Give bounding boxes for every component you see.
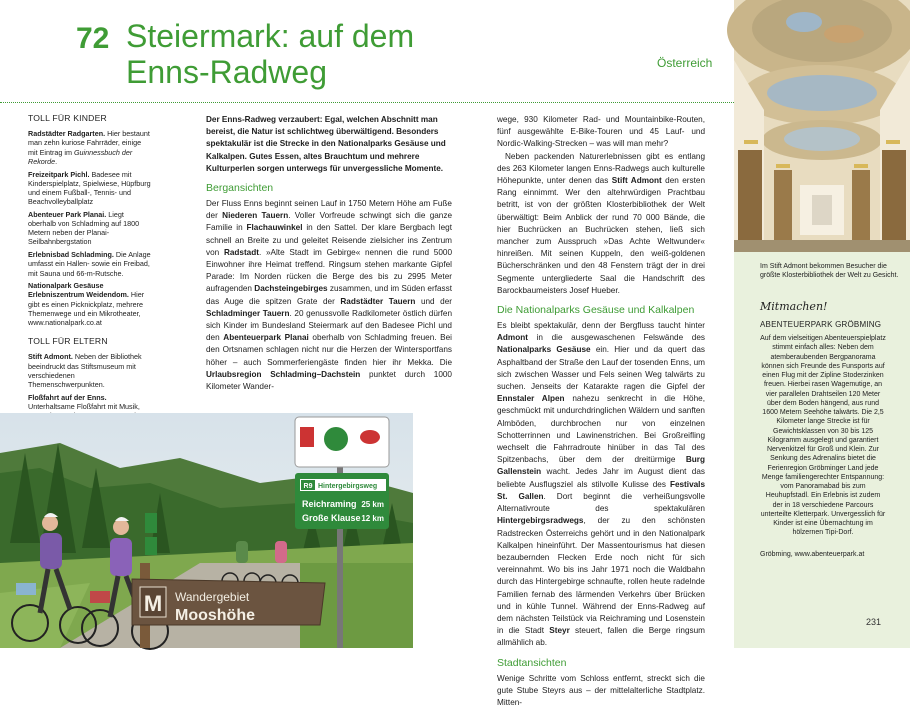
paragraph: Wenige Schritte vom Schloss entfernt, streckt sich die gute Stube Steyrs aus – der mittelalterliche Stadtplatz. Mitten- bbox=[497, 673, 705, 707]
subheading-bergansichten: Bergansichten bbox=[206, 182, 274, 195]
page-title: Steiermark: auf dem Enns-Radweg bbox=[126, 18, 415, 90]
kinder-heading: TOLL FÜR KINDER bbox=[28, 113, 107, 123]
paragraph: Es bleibt spektakulär, denn der Bergfluss taucht hinter Admont in die ausgewaschenen Felswände des Nationalparks Gesäuse ein. Hier und da quert das Asphaltband der Straße den Lauf der tosenden Enns, um sich zwischen Wasser und Fels seinen Weg talwärts zu suchen. Jenseits der Katarakte ragen die Gipfel der Ennstaler Alpen nahezu senkrecht in die Höhe, geschmückt mit undurchdringlichen Wäldern und sanften Almböden, durchbrochen nur von einzelnen Schotterrinnen und Lawinenstrichen. Bei Großreifling wechselt die Fahrradroute hinüber in das Tal des Spitzenbachs, über dem der dreitürmige Burg Gallenstein wacht. Jedes Jahr im August dient das beliebte Ausflugsziel als stilvolle Kulisse des Festivals St. Gallen. Dort beginnt die verheißungsvolle Alternativroute des spektakulären Hintergebirgsradwegs, der zu den schönsten Radstrecken Österreichs gehört und in den Nationalpark Kalkalpen hineinführt. Der Massentourismus hat diesen bezaubernden Flecken Erde noch nicht für sich vereinnahmt. Wo bis ins Jahr 1971 noch die Waldbahn durch das Hintergebirge schnaufte, rollen heute radelnde Familien fernab des lärmenden Verkehrs über Brücken und in kühle Tunnel. Während der Enns-Radweg auf dem nächsten Teilstück via Reichraming und Losenstein in die Stadt Steyr steuert, fallen die Berge ringsum allmählich ab. bbox=[497, 321, 706, 648]
library-photo bbox=[734, 0, 910, 252]
text-column-2 bbox=[497, 114, 705, 709]
text-column-1 bbox=[206, 114, 452, 393]
page-number: 231 bbox=[866, 617, 882, 627]
distance-2: 12 km bbox=[361, 514, 384, 523]
info-entry: Stift Admont. Neben der Bibliothek beeindruckt das Stiftsmuseum mit verschiedenen Themenschwerpunkten. bbox=[28, 352, 142, 390]
info-entry: Abenteuer Park Planai. Liegt oberhalb von Schladming auf 1800 Metern neben der Planai-Seilbahnbergstation bbox=[28, 209, 140, 247]
info-entry: Floßfahrt auf der Enns. Unterhaltsame Floßfahrt mit Musik, bbox=[28, 392, 140, 411]
board-line-2: Mooshöhe bbox=[175, 607, 255, 624]
cyclists-photo-illustration bbox=[0, 413, 413, 648]
route-name: Hintergebirgsweg bbox=[318, 483, 378, 490]
country-label: Österreich bbox=[657, 56, 713, 70]
board-line-1: Wandergebiet bbox=[175, 590, 250, 604]
m-letter: M bbox=[143, 591, 163, 616]
info-entry: Freizeitpark Pichl. Badesee mit Kinderspielplatz, Spielwiese, Hüpfburg und einem Fußball-, Tennis- und Beachvolleyballplatz bbox=[28, 169, 151, 207]
paragraph: wege, 930 Kilometer Rad- und Mountainbike-Routen, fünf ausgewählte E-Bike-Touren und 45 Lauf- und Nordic-Walking-Strecken – was will man mehr? bbox=[497, 115, 705, 149]
subheading-nationalparks: Die Nationalparks Gesäuse und Kalkalpen bbox=[497, 304, 695, 317]
paragraph: Neben packenden Naturerlebnissen gibt es entlang des 263 Kilometer langen Enns-Radwegs auch kulturelle Höhepunkte, unter denen das Stift Admont den ersten Rang einnimmt. Wer den altehrwürdigen Prachtbau betritt, ist von der größten Klosterbibliothek der Welt überwältigt: Beim Anblick der rund 70 000 Bände, die hier Buchrücken an Buchrücken stehen, ließ sich mancher zum Ausspruch »Das Achte Weltwunder« hinreißen. Mit seinen Kuppeln, den weiß-goldenen Bücherschränken und den 48 Fenstern trägt der in drei Segmente untergliederte Saal die Handschrift des Barockbaumeisters Josef Hueber. bbox=[497, 151, 705, 295]
paragraph: Der Fluss Enns beginnt seinen Lauf in 1750 Metern Höhe am Fuße der Niederen Tauern. Voller Vorfreude schwingt sich die ganze Familie in Flachauwinkel in den Sattel. Der klare Bergbach legt schnell an Breite zu und geleitet Reisende zielsicher ins Zentrum von Radstadt. »Alte Stadt im Gebirge« nennen die rund 5000 Einwohner ihre Heimat treffend. Ringsum stehen markante Gipfel Parade: Im Norden rücken die Berge des bis zu 2995 Meter aufragenden Dachsteingebirges zusammen, und im Süden erfasst das Auge die spitzen Grate der Radstädter Tauern und der Schladminger Tauern. 20 genussvolle Radkilometer östlich dürfen sich Kinder im Bundesland Steiermark auf den Badesee Pichl und den Abenteuerpark Planai oberhalb von Schladming freuen. Bei den Ortsnamen schlagen nicht nur die Herzen der Wintersportfans höher – auch Sommerferiengäste finden hier ihr Mekka. Die Urlaubsregion Schladming–Dachstein punktet durch 1000 Kilometer Wander- bbox=[206, 199, 453, 392]
header-divider bbox=[0, 102, 734, 103]
destination-2: Große Klause bbox=[302, 513, 361, 523]
abenteuerpark-link: Gröbming, www.abenteuerpark.at bbox=[760, 551, 865, 558]
eltern-heading: TOLL FÜR ELTERN bbox=[28, 336, 108, 347]
info-entry: Radstädter Radgarten. Hier bestaunt man zehn kuriose Fahrräder, einige mit Eintrag im Guinnessbuch der Rekorde. bbox=[28, 129, 150, 166]
info-entry: Erlebnisbad Schladming. Die Anlage umfasst ein Hallen- sowie ein Freibad, mit Sauna und 66-m-Rutsche. bbox=[28, 250, 151, 278]
mitmachen-heading: Mitmachen! bbox=[760, 300, 828, 313]
destination-1: Reichraming bbox=[302, 499, 357, 509]
info-entry: Nationalpark Gesäuse Erlebniszentrum Weidendom. Hier gibt es einen Picknickplatz, mehrere Themenwege und ein Mikrotheater, www.nationalpark.co.at bbox=[28, 281, 145, 328]
library-photo-illustration bbox=[734, 0, 910, 252]
photo-caption: Im Stift Admont bekommen Besucher die größte Klosterbibliothek der Welt zu Gesicht. bbox=[760, 263, 899, 280]
distance-1: 25 km bbox=[361, 500, 384, 509]
lead-paragraph: Der Enns-Radweg verzaubert: Egal, welchen Abschnitt man bereist, die Natur ist schlichtweg überwältigend. Besonders spektakulär ist die Strecke in den Nationalparks Gesäuse und Kalkalpen. Gutes Essen, altes Brauchtum und mehrere Kulturperlen sorgen unterwegs für unvergessliche Momente. bbox=[206, 115, 446, 173]
route-code: R9 bbox=[303, 483, 313, 490]
subheading-stadtansichten: Stadtansichten bbox=[497, 656, 567, 669]
chapter-number: 72 bbox=[76, 22, 110, 55]
abenteuerpark-text: Auf dem vielseitigen Abenteuerspielplatz stimmt einfach alles: Neben dem atemberaubenden Bergpanorama können sich Freunde des Funsports auf einen Flug mit der Zipline Stoderzinken freuen. Hierbei rasen Wagemutige, an vier parallelen Drahtseilen 120 Meter über dem Boden hängend, aus rund 1600 Metern Seehöhe talwärts. Die 2,5 Kilometer lange Strecke ist für Gewichtsklassen von 30 bis 125 Kilogramm ausgelegt und garantiert Nervenkitzel für Groß und Klein. Zur Senkung des Adrenalins bietet die Ferienregion Gröbminger Land jede Menge familiengerechter Entspannung: vom Panoramabad bis zum Heuhupfstadl. Ein Erlebnis ist zudem der in 18 verschiedene Parcours unterteilte Kletterpark. Unvergesslich für Kinder ist eine Übernachtung im hölzernen Tipi-Dorf. bbox=[760, 335, 886, 537]
kinder-list bbox=[28, 129, 152, 327]
cyclists-photo bbox=[0, 413, 413, 648]
abenteuerpark-heading: ABENTEUERPARK GRÖBMING bbox=[760, 320, 882, 329]
